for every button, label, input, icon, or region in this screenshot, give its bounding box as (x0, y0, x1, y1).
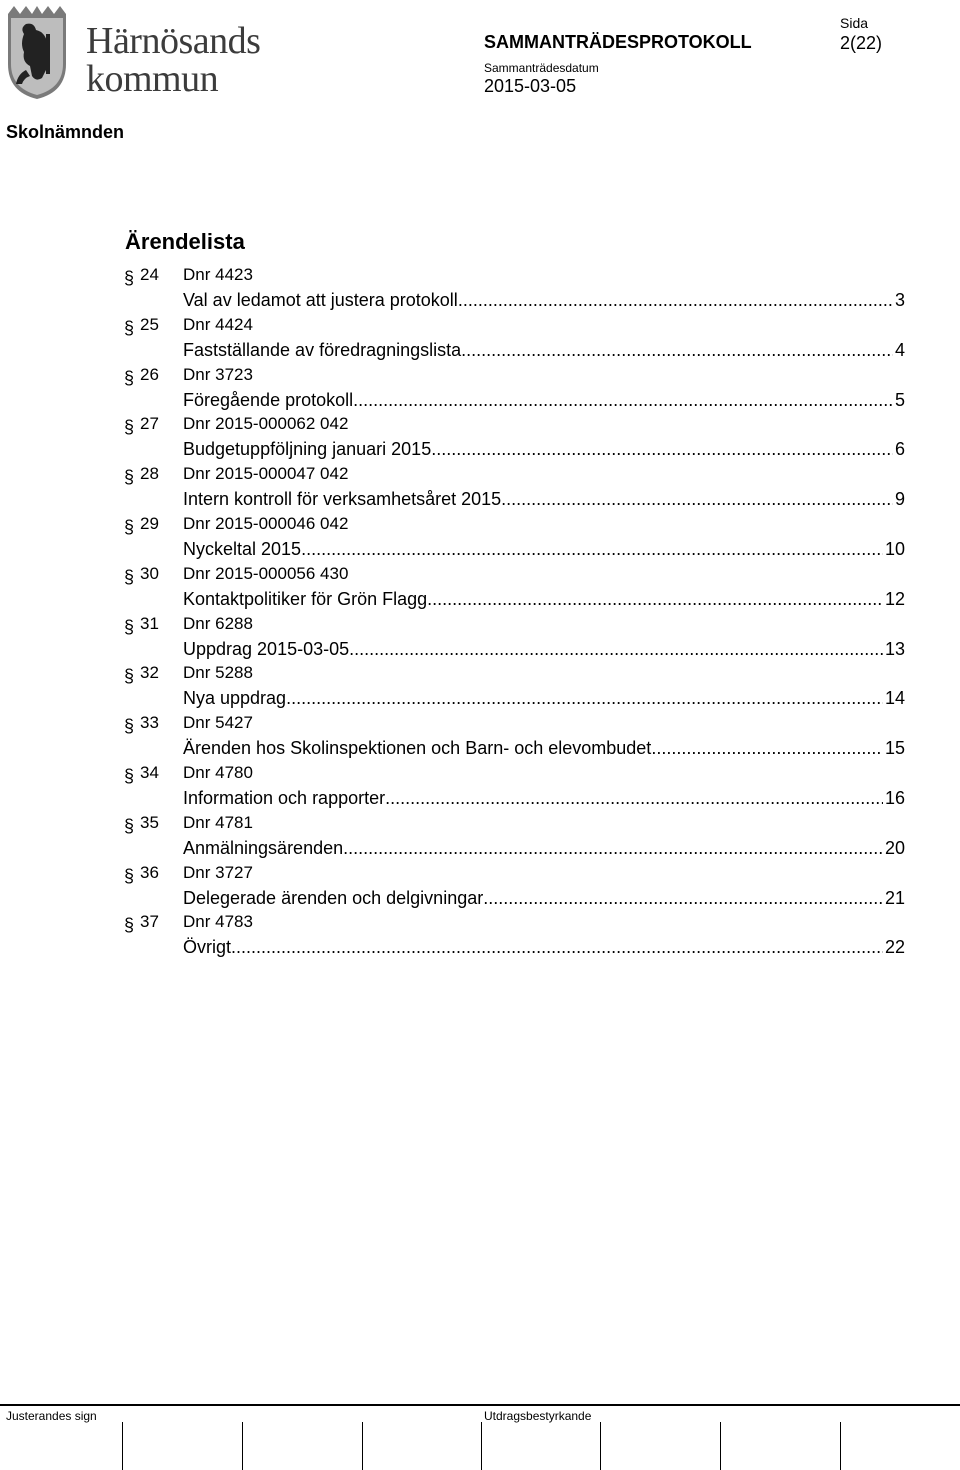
section-symbol: § (124, 566, 135, 587)
section-symbol: § (124, 865, 135, 886)
agenda-item (0, 463, 960, 513)
item-number: 24 (140, 265, 159, 284)
page-label: Sida (840, 15, 869, 31)
signature-box-divider (362, 1422, 363, 1470)
dot-leader (385, 787, 883, 809)
item-dnr: Dnr 4424 (183, 314, 253, 334)
signature-box-divider (242, 1422, 243, 1470)
agenda-item (0, 762, 960, 812)
dot-leader (286, 687, 883, 709)
dot-leader (301, 538, 883, 560)
meeting-date-label: Sammanträdesdatum (484, 61, 599, 75)
agenda-item (0, 264, 960, 314)
agenda-item (0, 314, 960, 364)
item-page[interactable]: 15 (884, 738, 905, 759)
item-title[interactable]: Kontaktpolitiker för Grön Flagg (183, 588, 428, 609)
item-title[interactable]: Anmälningsärenden (183, 837, 344, 858)
agenda-item (0, 862, 960, 912)
item-title[interactable]: Föregående protokoll (183, 389, 354, 410)
item-page[interactable]: 12 (884, 588, 905, 609)
item-dnr: Dnr 3723 (183, 364, 253, 384)
item-page[interactable]: 5 (894, 389, 905, 410)
dot-leader (461, 339, 893, 361)
agenda-item (0, 613, 960, 663)
org-name-line2: kommun (86, 58, 219, 100)
dot-leader (431, 438, 893, 460)
item-title[interactable]: Budgetuppföljning januari 2015 (183, 439, 432, 460)
item-title[interactable]: Nyckeltal 2015 (183, 538, 302, 559)
item-dnr: Dnr 2015-000047 042 (183, 464, 349, 484)
signature-box-divider (600, 1422, 601, 1470)
item-dnr: Dnr 2015-000062 042 (183, 414, 349, 434)
item-dnr: Dnr 5288 (183, 663, 253, 683)
item-number: 25 (140, 314, 159, 334)
agenda-item (0, 662, 960, 712)
signature-box-divider (720, 1422, 721, 1470)
item-title[interactable]: Nya uppdrag (183, 688, 287, 709)
item-title[interactable]: Uppdrag 2015-03-05 (183, 638, 350, 659)
agenda-item (0, 812, 960, 862)
agenda-heading: Ärendelista (125, 229, 245, 254)
committee-name: Skolnämnden (6, 122, 125, 142)
item-page[interactable]: 14 (884, 688, 905, 709)
item-title[interactable]: Intern kontroll för verksamhetsåret 2015 (183, 489, 502, 510)
dot-leader (483, 887, 883, 909)
item-page[interactable]: 13 (884, 638, 905, 659)
item-page[interactable]: 10 (884, 538, 905, 559)
item-title[interactable]: Delegerade ärenden och delgivningar (183, 887, 484, 908)
agenda-item (0, 513, 960, 563)
item-number: 29 (140, 513, 159, 533)
meeting-date-value: 2015-03-05 (484, 76, 577, 96)
item-dnr: Dnr 4780 (183, 762, 253, 782)
item-dnr: Dnr 2015-000046 042 (183, 513, 349, 533)
item-page[interactable]: 22 (884, 937, 905, 958)
org-name-line1: Härnösands (86, 20, 261, 62)
section-symbol: § (124, 716, 135, 737)
item-number: 31 (140, 613, 159, 633)
dot-leader (427, 588, 883, 610)
section-symbol: § (124, 616, 135, 637)
item-title[interactable]: Information och rapporter (183, 787, 386, 808)
item-number: 28 (140, 464, 159, 484)
dot-leader (651, 737, 883, 759)
dot-leader (501, 488, 893, 510)
signature-box-divider (840, 1422, 841, 1470)
extract-certification-label: Utdragsbestyrkande (484, 1409, 592, 1423)
item-page[interactable]: 4 (894, 339, 905, 360)
item-number: 30 (140, 563, 159, 583)
item-page[interactable]: 6 (894, 439, 905, 460)
item-page[interactable]: 20 (884, 837, 905, 858)
item-page[interactable]: 21 (884, 887, 905, 908)
item-number: 34 (140, 762, 159, 782)
dot-leader (353, 389, 893, 411)
footer-divider (0, 1404, 960, 1406)
section-symbol: § (124, 367, 135, 388)
page-number: 2(22) (840, 33, 883, 53)
item-dnr: Dnr 2015-000056 430 (183, 563, 349, 583)
item-number: 35 (140, 812, 159, 832)
section-symbol: § (124, 815, 135, 836)
item-number: 27 (140, 414, 159, 434)
section-symbol: § (124, 915, 135, 936)
section-symbol: § (124, 765, 135, 786)
item-page[interactable]: 9 (894, 489, 905, 510)
item-number: 32 (140, 663, 159, 683)
agenda-item (0, 911, 960, 961)
section-symbol: § (124, 268, 135, 288)
item-dnr: Dnr 6288 (183, 613, 253, 633)
item-title[interactable]: Val av ledamot att justera protokoll (183, 290, 458, 310)
item-number: 33 (140, 713, 159, 733)
item-dnr: Dnr 3727 (183, 862, 253, 882)
dot-leader (231, 936, 883, 958)
item-dnr: Dnr 4423 (183, 265, 253, 284)
agenda-list (0, 264, 960, 961)
item-number: 26 (140, 364, 159, 384)
signature-box-divider (481, 1422, 482, 1470)
section-symbol: § (124, 666, 135, 687)
section-symbol: § (124, 516, 135, 537)
section-symbol: § (124, 317, 135, 338)
dot-leader (349, 638, 883, 660)
item-page[interactable]: 3 (894, 290, 905, 310)
agenda-item (0, 563, 960, 613)
signature-footer (0, 1404, 960, 1470)
adjuster-signature-label: Justerandes sign (6, 1409, 97, 1423)
item-dnr: Dnr 4781 (183, 812, 253, 832)
item-number: 37 (140, 912, 159, 932)
section-symbol: § (124, 467, 135, 488)
item-page[interactable]: 16 (884, 787, 905, 808)
dot-leader (343, 837, 883, 859)
item-title[interactable]: Övrigt (183, 937, 232, 958)
document-title: SAMMANTRÄDESPROTOKOLL (484, 32, 752, 52)
item-title[interactable]: Ärenden hos Skolinspektionen och Barn- och elevombudet (183, 738, 652, 759)
item-number: 36 (140, 862, 159, 882)
municipality-logo (6, 4, 286, 100)
item-dnr: Dnr 4783 (183, 912, 253, 932)
item-title[interactable]: Fastställande av föredragningslista (183, 339, 462, 360)
coat-of-arms-icon (6, 4, 68, 100)
dot-leader (458, 289, 893, 311)
agenda-item (0, 712, 960, 762)
item-dnr: Dnr 5427 (183, 713, 253, 733)
section-symbol: § (124, 417, 135, 438)
agenda-item (0, 413, 960, 463)
signature-box-divider (122, 1422, 123, 1470)
agenda-item (0, 364, 960, 414)
